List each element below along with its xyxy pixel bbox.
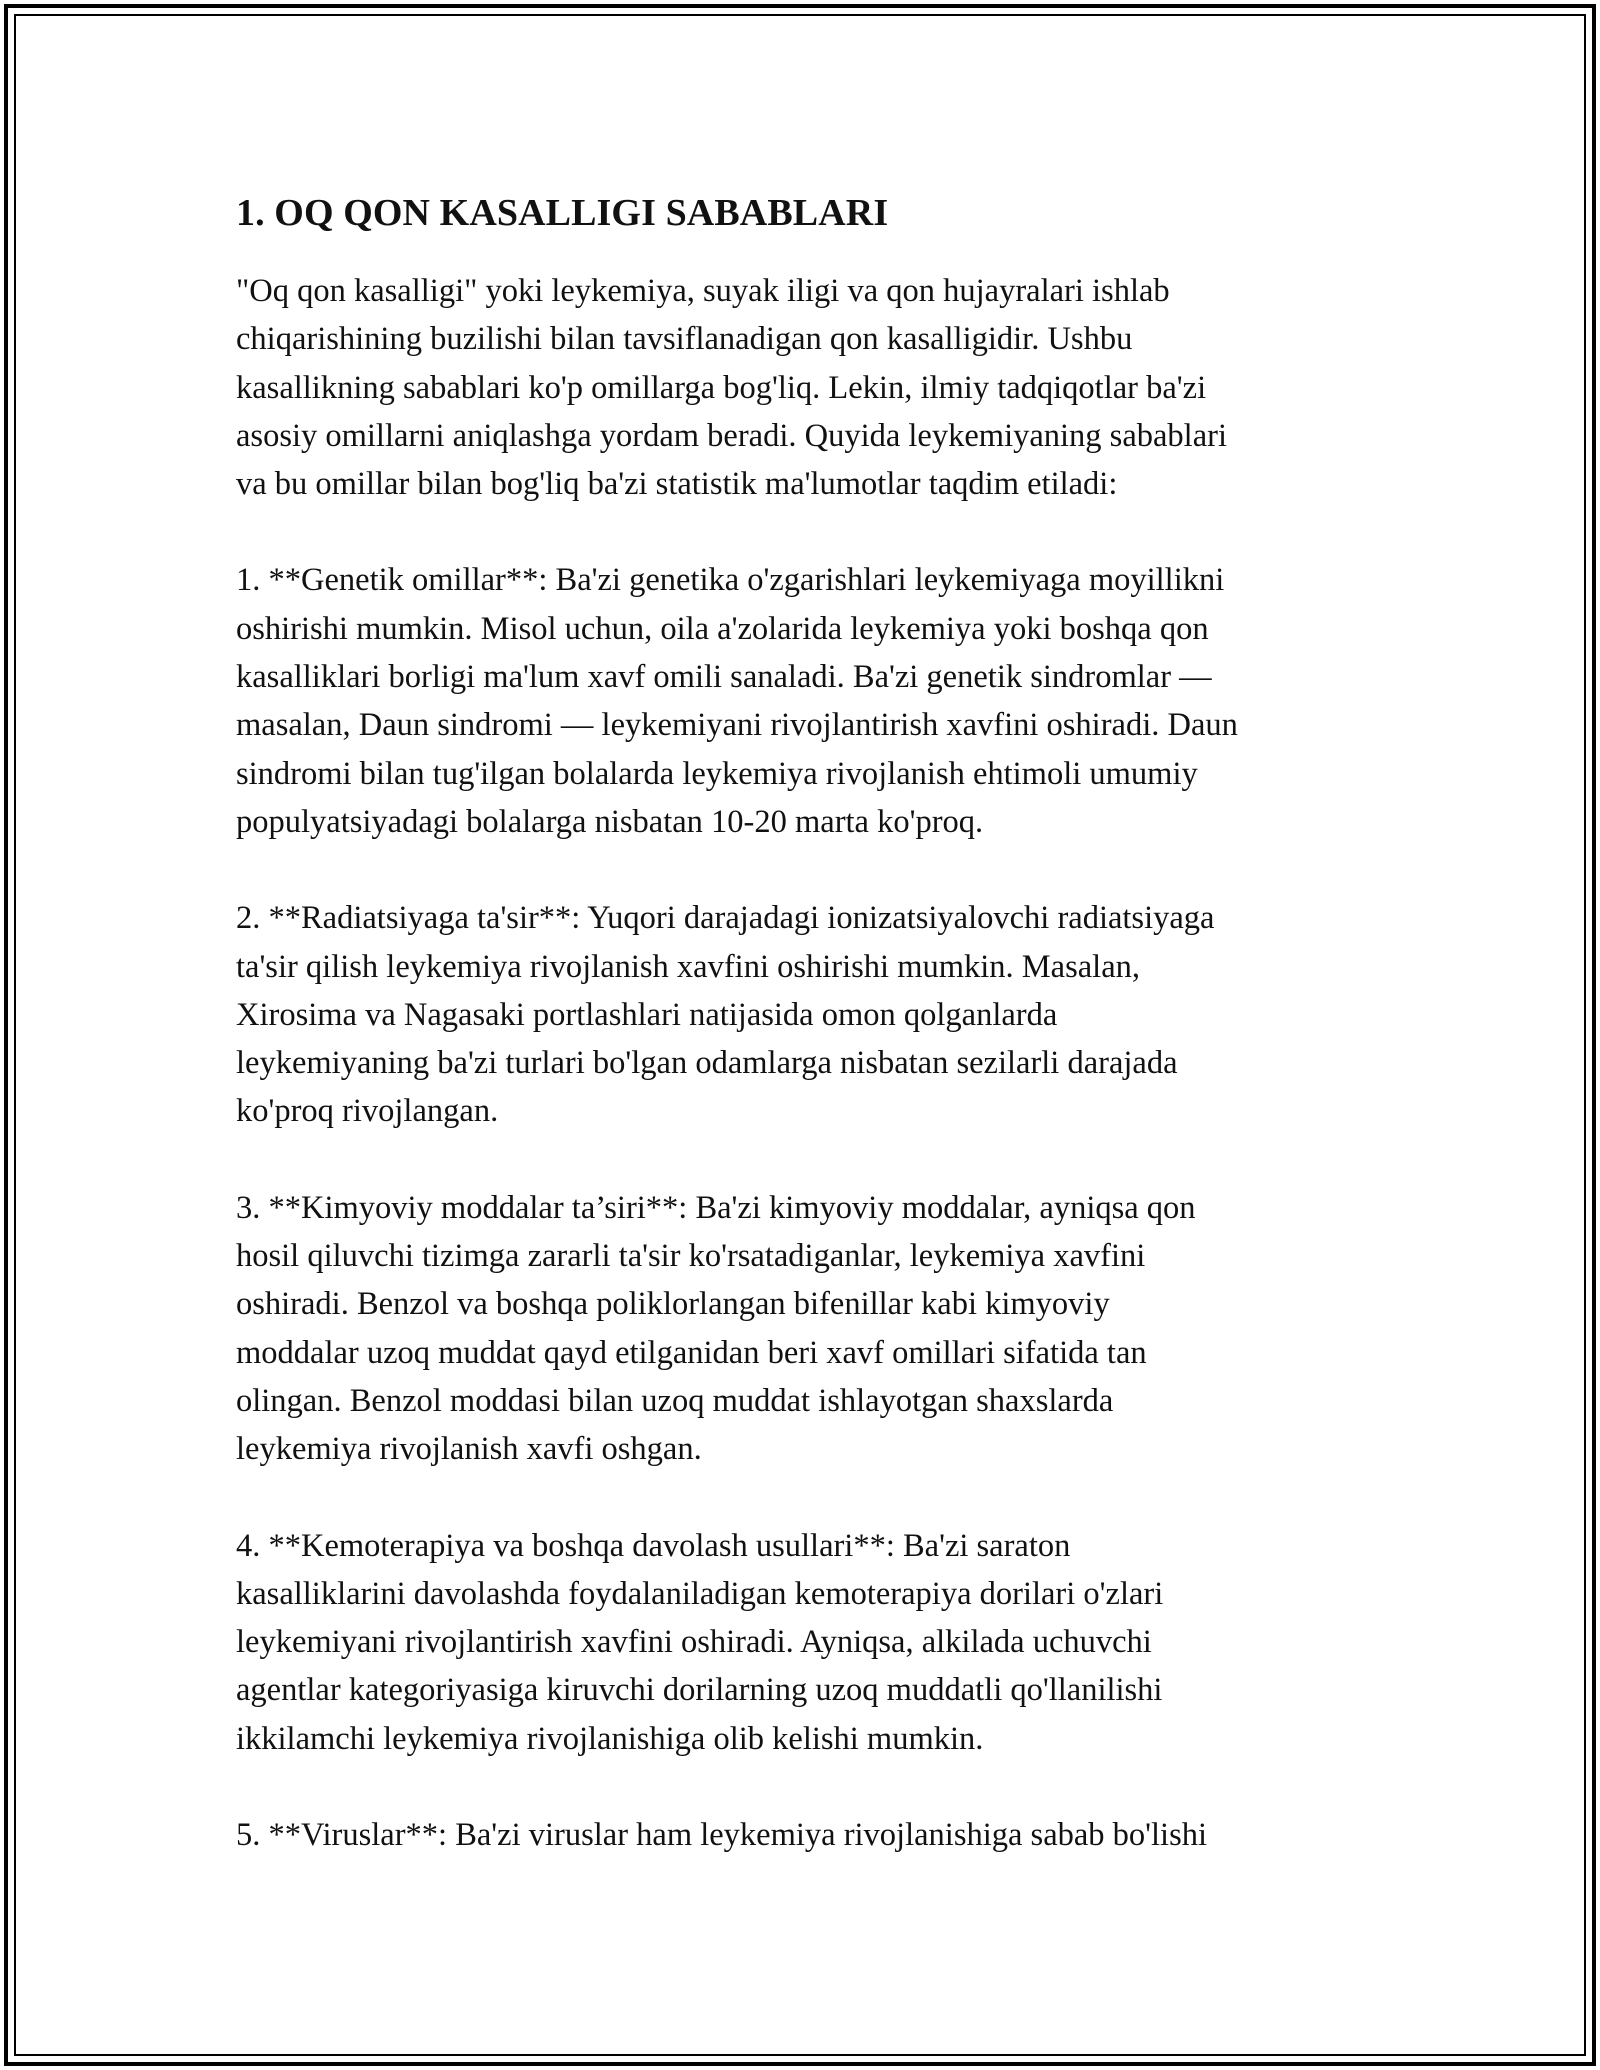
text-line: moddalar uzoq muddat qayd etilganidan beri xavf omillari sifatida tan [236,1334,1147,1371]
text-line: kasalliklari borligi ma'lum xavf omili sanaladi. Ba'zi genetik sindromlar — [236,659,1212,696]
text-line: ko'proq rivojlangan. [236,1093,499,1130]
text-line: va bu omillar bilan bog'liq ba'zi statistik ma'lumotlar taqdim etiladi: [236,466,1118,503]
paragraph-intro [236,267,1386,508]
text-line: olingan. Benzol moddasi bilan uzoq muddat ishlayotgan shaxslarda [236,1382,1114,1419]
paragraph-genetic-factors [236,556,1386,846]
text-line: hosil qiluvchi tizimga zararli ta'sir ko'rsatadiganlar, leykemiya xavfini [236,1238,1146,1275]
text-line: leykemiyani rivojlantirish xavfini oshiradi. Ayniqsa, alkilada uchuvchi [236,1624,1152,1661]
text-line: leykemiyaning ba'zi turlari bo'lgan odamlarga nisbatan sezilarli darajada [236,1045,1178,1082]
text-line: asosiy omillarni aniqlashga yordam beradi. Quyida leykemiyaning sabablari [236,417,1227,454]
text-line: chiqarishining buzilishi bilan tavsiflanadigan qon kasalligidir. Ushbu [236,321,1133,358]
text-line: 5. **Viruslar**: Ba'zi viruslar ham leykemiya rivojlanishiga sabab bo'lishi [236,1817,1208,1854]
text-line: leykemiya rivojlanish xavfi oshgan. [236,1431,702,1468]
text-line: masalan, Daun sindromi — leykemiyani rivojlantirish xavfini oshiradi. Daun [236,707,1238,744]
text-line: 4. **Kemoterapiya va boshqa davolash usullari**: Ba'zi saraton [236,1527,1071,1564]
text-line: Xirosima va Nagasaki portlashlari natijasida omon qolganlarda [236,996,1058,1033]
paragraph-radiation-exposure [236,894,1386,1135]
text-line: ikkilamchi leykemiya rivojlanishiga olib kelishi mumkin. [236,1720,984,1757]
text-line: 2. **Radiatsiyaga ta'sir**: Yuqori darajadagi ionizatsiyalovchi radiatsiyaga [236,900,1215,937]
text-line: kasalliklarini davolashda foydalaniladigan kemoterapiya dorilari o'zlari [236,1575,1164,1612]
text-line: populyatsiyadagi bolalarga nisbatan 10-20 marta ko'proq. [236,803,984,840]
document-title: 1. OQ QON KASALLIGI SABABLARI [236,192,889,234]
text-line: oshirishi mumkin. Misol uchun, oila a'zolarida leykemiya yoki boshqa qon [236,610,1209,647]
text-line: agentlar kategoriyasiga kiruvchi dorilarning uzoq muddatli qo'llanilishi [236,1672,1163,1709]
paragraph-chemotherapy [236,1522,1386,1763]
text-line: kasallikning sabablari ko'p omillarga bog'liq. Lekin, ilmiy tadqiqotlar ba'zi [236,369,1207,406]
text-line: 1. **Genetik omillar**: Ba'zi genetika o'zgarishlari leykemiyaga moyillikni [236,562,1225,599]
text-line: 3. **Kimyoviy moddalar ta’siri**: Ba'zi kimyoviy moddalar, ayniqsa qon [236,1189,1196,1226]
paragraph-chemical-exposure [236,1184,1386,1474]
text-line: sindromi bilan tug'ilgan bolalarda leykemiya rivojlanish ehtimoli umumiy [236,755,1198,792]
text-line: "Oq qon kasalligi" yoki leykemiya, suyak iligi va qon hujayralari ishlab [236,273,1170,309]
document-body [236,186,1386,1907]
text-line: oshiradi. Benzol va boshqa poliklorlangan bifenillar kabi kimyoviy [236,1286,1110,1323]
paragraph-viruses [236,1811,1386,1859]
text-line: ta'sir qilish leykemiya rivojlanish xavfini oshirishi mumkin. Masalan, [236,948,1141,985]
